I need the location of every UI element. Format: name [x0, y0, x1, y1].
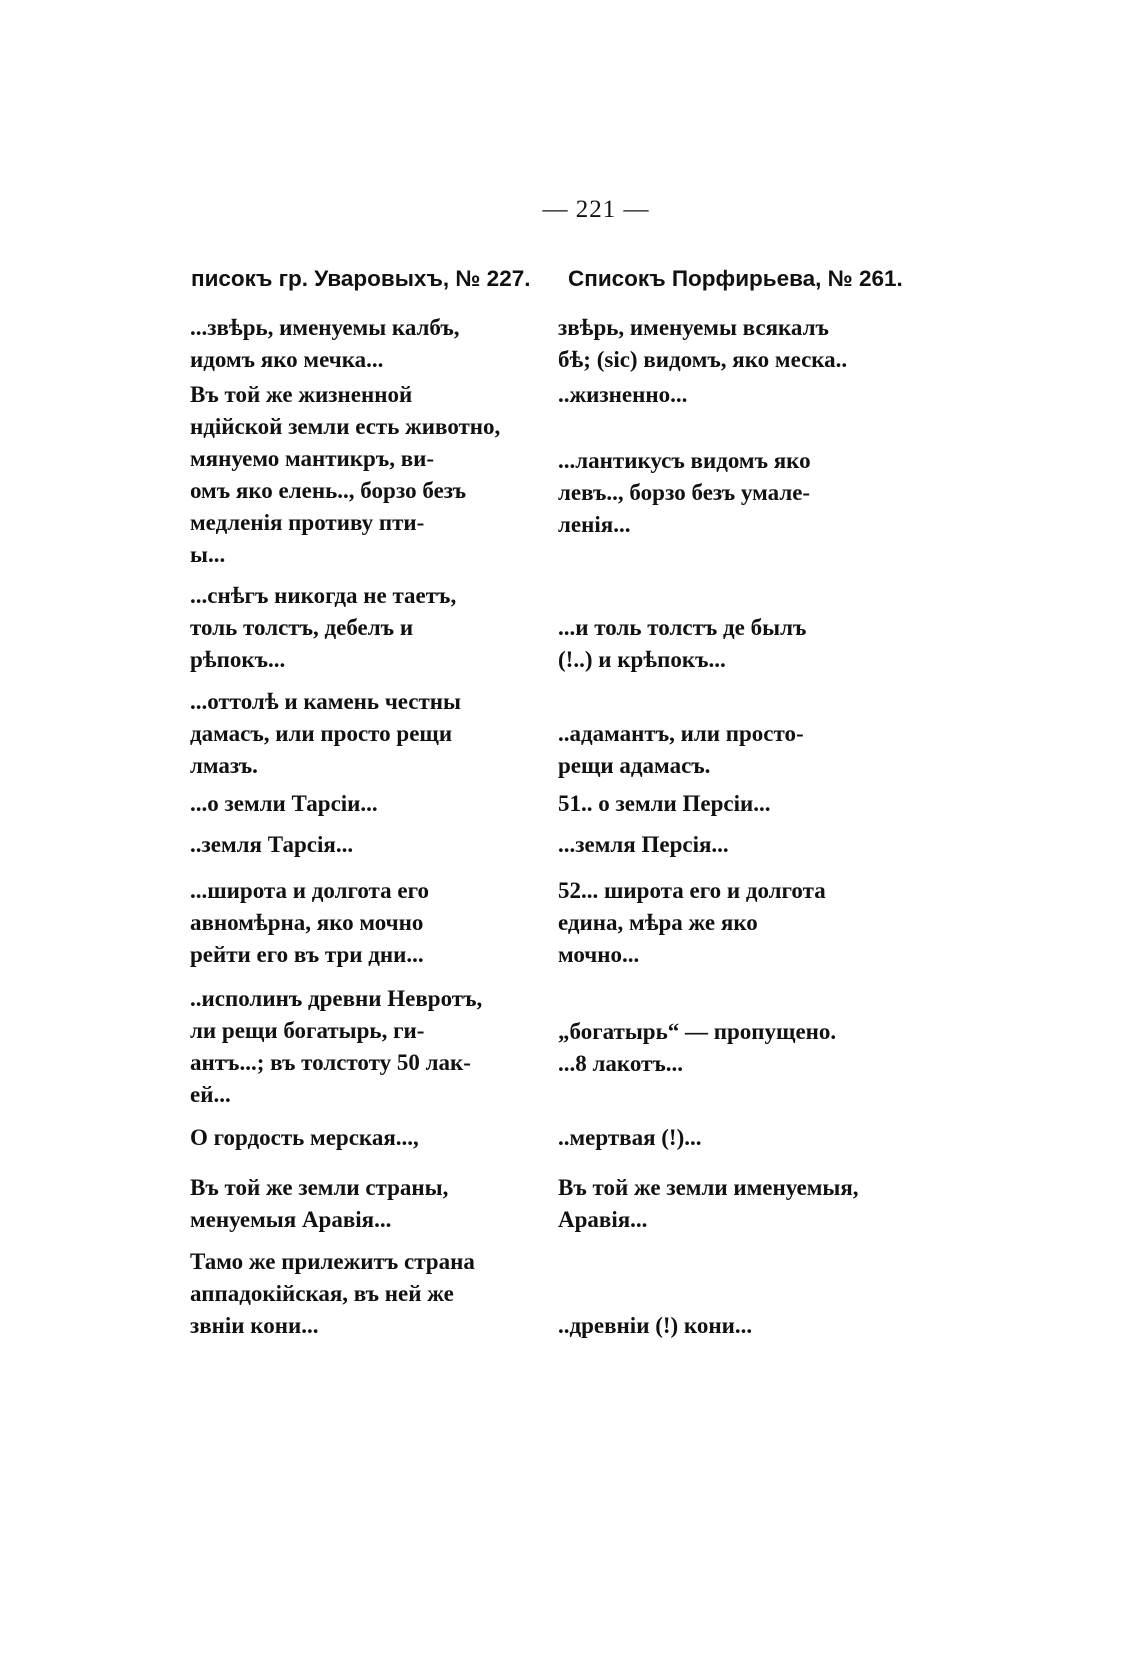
text-line: мянуемо мантикръ, ви-	[190, 446, 435, 471]
left-paragraph	[190, 1246, 535, 1342]
right-paragraph	[558, 875, 908, 971]
text-line: ей...	[190, 1082, 231, 1107]
text-line: ...звѣрь, именуемы калбъ,	[190, 315, 460, 340]
text-line: 51.. о земли Персіи...	[558, 791, 771, 816]
page-number: — 221 —	[542, 196, 650, 223]
left-paragraph	[190, 312, 535, 376]
right-paragraph	[558, 445, 908, 541]
left-paragraph	[190, 580, 535, 676]
text-line: ...земля Персія...	[558, 832, 729, 857]
text-line: Аравія...	[558, 1207, 648, 1232]
text-line: ...о земли Тарсіи...	[190, 791, 378, 816]
column-header-right: Списокъ Порфирьева, № 261.	[568, 266, 903, 291]
text-line: ...и толь толстъ де былъ	[558, 615, 807, 640]
text-line: рейти его въ три дни...	[190, 942, 424, 967]
left-paragraph	[190, 1122, 535, 1154]
right-paragraph	[558, 829, 908, 861]
right-paragraph	[558, 312, 908, 376]
column-header-left: писокъ гр. Уваровыхъ, № 227.	[191, 266, 531, 291]
text-line: авномѣрна, яко мочно	[190, 910, 424, 935]
left-paragraph	[190, 379, 535, 571]
right-paragraph	[558, 788, 908, 820]
text-line: аппадокійская, въ ней же	[190, 1281, 454, 1306]
text-line: рещи адамасъ.	[558, 753, 711, 778]
text-line: звѣрь, именуемы всякалъ	[558, 315, 829, 340]
text-line: Въ той же земли именуемыя,	[558, 1175, 859, 1200]
text-line: ы...	[190, 542, 226, 567]
text-line: Въ той же земли страны,	[190, 1175, 449, 1200]
text-line: ..мертвая (!)...	[558, 1125, 702, 1150]
text-line: Въ той же жизненной	[190, 382, 413, 407]
right-paragraph	[558, 1310, 908, 1342]
left-paragraph	[190, 1172, 535, 1236]
right-paragraph	[558, 1122, 908, 1154]
right-paragraph	[558, 718, 908, 782]
text-line: бѣ; (sic) видомъ, яко меска..	[558, 347, 848, 372]
left-paragraph	[190, 788, 535, 820]
text-line: ли рещи богатырь, ги-	[190, 1018, 425, 1043]
text-line: звніи кони...	[190, 1313, 319, 1338]
text-line: „богатырь“ — пропущено.	[558, 1019, 837, 1044]
text-line: (!..) и крѣпокъ...	[558, 647, 726, 672]
text-line: дамасъ, или просто рещи	[190, 721, 453, 746]
right-paragraph	[558, 1016, 908, 1080]
text-line: ...широта и долгота его	[190, 878, 429, 903]
text-line: ..древніи (!) кони...	[558, 1313, 753, 1338]
text-line: толь толстъ, дебелъ и	[190, 615, 414, 640]
text-line: 52... широта его и долгота	[558, 878, 826, 903]
text-line: левъ.., борзо безъ умале-	[558, 480, 811, 505]
left-paragraph	[190, 875, 535, 971]
text-line: омъ яко елень.., борзо безъ	[190, 478, 467, 503]
text-line: ...лантикусъ видомъ яко	[558, 448, 811, 473]
text-line: ленія...	[558, 512, 631, 537]
text-line: мочно...	[558, 942, 640, 967]
text-line: ..адамантъ, или просто-	[558, 721, 804, 746]
text-line: Тамо же прилежитъ страна	[190, 1249, 475, 1274]
text-line: ...снѣгъ никогда не таетъ,	[190, 583, 457, 608]
left-paragraph	[190, 686, 535, 782]
text-line: ...8 лакотъ...	[558, 1051, 684, 1076]
right-paragraph	[558, 612, 908, 676]
text-line: ..исполинъ древни Невротъ,	[190, 986, 483, 1011]
text-line: ндійской земли есть животно,	[190, 414, 501, 439]
left-paragraph	[190, 983, 535, 1111]
text-line: рѣпокъ...	[190, 647, 286, 672]
text-line: О гордость мерская...,	[190, 1125, 419, 1150]
text-line: ..земля Тарсія...	[190, 832, 354, 857]
text-line: лмазъ.	[190, 753, 258, 778]
right-paragraph	[558, 379, 908, 411]
text-line: едина, мѣра же яко	[558, 910, 758, 935]
text-line: медленія противу пти-	[190, 510, 425, 535]
text-line: идомъ яко мечка...	[190, 347, 384, 372]
text-line: антъ...; въ толстоту 50 лак-	[190, 1050, 471, 1075]
text-line: ...оттолѣ и камень честны	[190, 689, 462, 714]
right-paragraph	[558, 1172, 908, 1236]
left-paragraph	[190, 829, 535, 861]
text-line: ..жизненно...	[558, 382, 688, 407]
text-line: менуемыя Аравія...	[190, 1207, 392, 1232]
